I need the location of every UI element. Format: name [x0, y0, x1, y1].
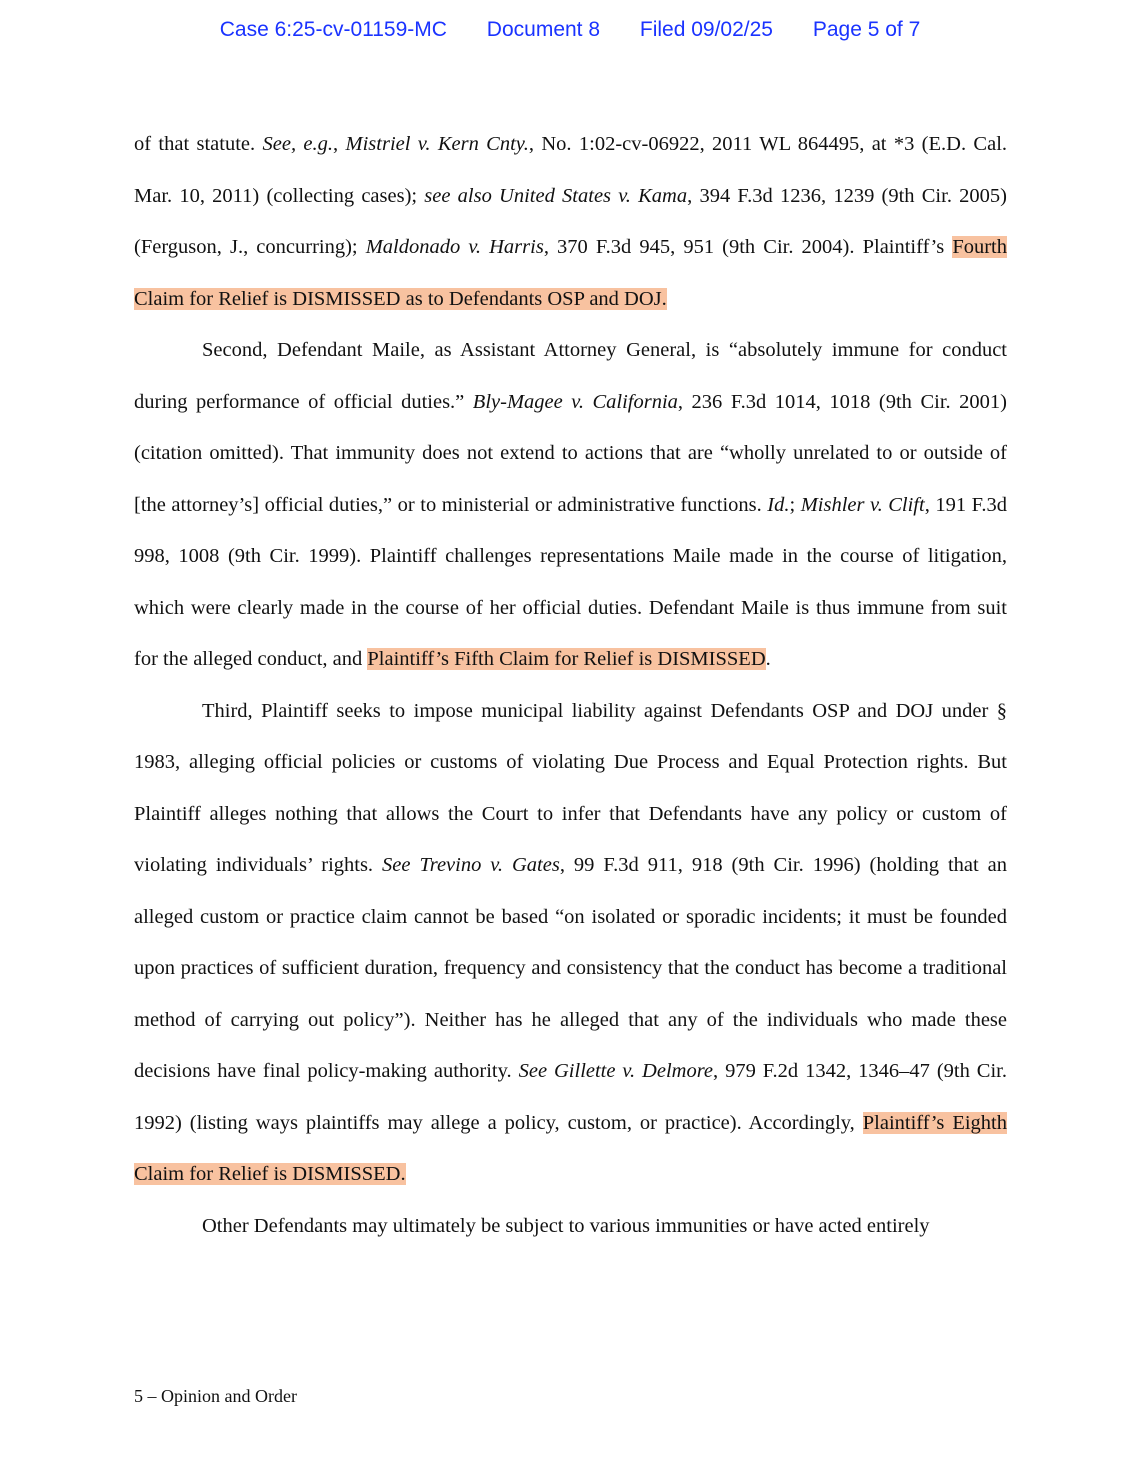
- highlight-fourth-claim: Fourth Claim for Relief is DISMISSED as to Defendants OSP and DOJ.: [134, 236, 1007, 310]
- citation: Mistriel v. Kern Cnty.: [345, 133, 529, 155]
- citation: Id.: [767, 493, 790, 516]
- citation: Maldonado v. Harris: [365, 236, 544, 258]
- citation: Bly-Magee v. California: [472, 390, 678, 413]
- document-number: Document 8: [486, 18, 601, 41]
- opinion-body: [134, 119, 1007, 1252]
- page-indicator: Page 5 of 7: [812, 18, 921, 41]
- citation: Mishler v. Clift: [800, 493, 925, 516]
- paragraph-second: Second, Defendant Maile, as Assistant Attorney General, is “absolutely immune for conduct during performance of official duties.” Bly-Magee v. California, 236 F.3d 1014, 1018 (9th Cir. 2001) (citation omitted). That immunity does not extend to actions that are “wholly unrelated to or outside of [the attorney’s] official duties,” or to ministerial or administrative functions. Id.; Mishler v. Clift, 191 F.3d 998, 1008 (9th Cir. 1999). Plaintiff challenges representations Maile made in the course of litigation, which were clearly made in the course of her official duties. Defendant Maile is thus immune from suit for the alleged conduct, and Plaintiff’s Fifth Claim for Relief is DISMISSED.: [134, 339, 1007, 670]
- citation: see also United States v. Kama: [424, 184, 688, 207]
- paragraph-fourth: Other Defendants may ultimately be subject to various immunities or have acted entirely: [202, 1214, 930, 1237]
- paragraph-continuation: of that statute. See, e.g., Mistriel v. Kern Cnty., No. 1:02-cv-06922, 2011 WL 864495, at *3 (E.D. Cal. Mar. 10, 2011) (collecting cases); see also United States v. Kama, 394 F.3d 1236, 1239 (9th Cir. 2005) (Ferguson, J., concurring); Maldonado v. Harris, 370 F.3d 945, 951 (9th Cir. 2004). Plaintiff’s Fourth Claim for Relief is DISMISSED as to Defendants OSP and DOJ.: [134, 133, 1008, 310]
- citation: See Trevino v. Gates: [382, 854, 560, 876]
- filed-date: Filed 09/02/25: [639, 18, 773, 41]
- highlight-eighth-claim: Plaintiff’s Eighth Claim for Relief is DISMISSED.: [134, 1111, 1007, 1185]
- highlight-fifth-claim: Plaintiff’s Fifth Claim for Relief is DISMISSED: [367, 648, 766, 670]
- citation: See, e.g.: [262, 133, 334, 155]
- citation: See Gillette v. Delmore: [518, 1060, 714, 1082]
- case-number: Case 6:25-cv-01159-MC: [219, 18, 447, 41]
- page-footer: 5 – Opinion and Order: [134, 1386, 297, 1406]
- paragraph-third: Third, Plaintiff seeks to impose municipal liability against Defendants OSP and DOJ under § 1983, alleging official policies or customs of violating Due Process and Equal Protection rights. But Plaintiff alleges nothing that allows the Court to infer that Defendants have any policy or custom of violating individuals’ rights. See Trevino v. Gates, 99 F.3d 911, 918 (9th Cir. 1996) (holding that an alleged custom or practice claim cannot be based “on isolated or sporadic incidents; it must be founded upon practices of sufficient duration, frequency and consistency that the conduct has become a traditional method of carrying out policy”). Neither has he alleged that any of the individuals who made these decisions have final policy-making authority. See Gillette v. Delmore, 979 F.2d 1342, 1346–47 (9th Cir. 1992) (listing ways plaintiffs may allege a policy, custom, or practice). Accordingly, Plaintiff’s Eighth Claim for Relief is DISMISSED.: [134, 699, 1007, 1185]
- document-header: [0, 18, 1140, 42]
